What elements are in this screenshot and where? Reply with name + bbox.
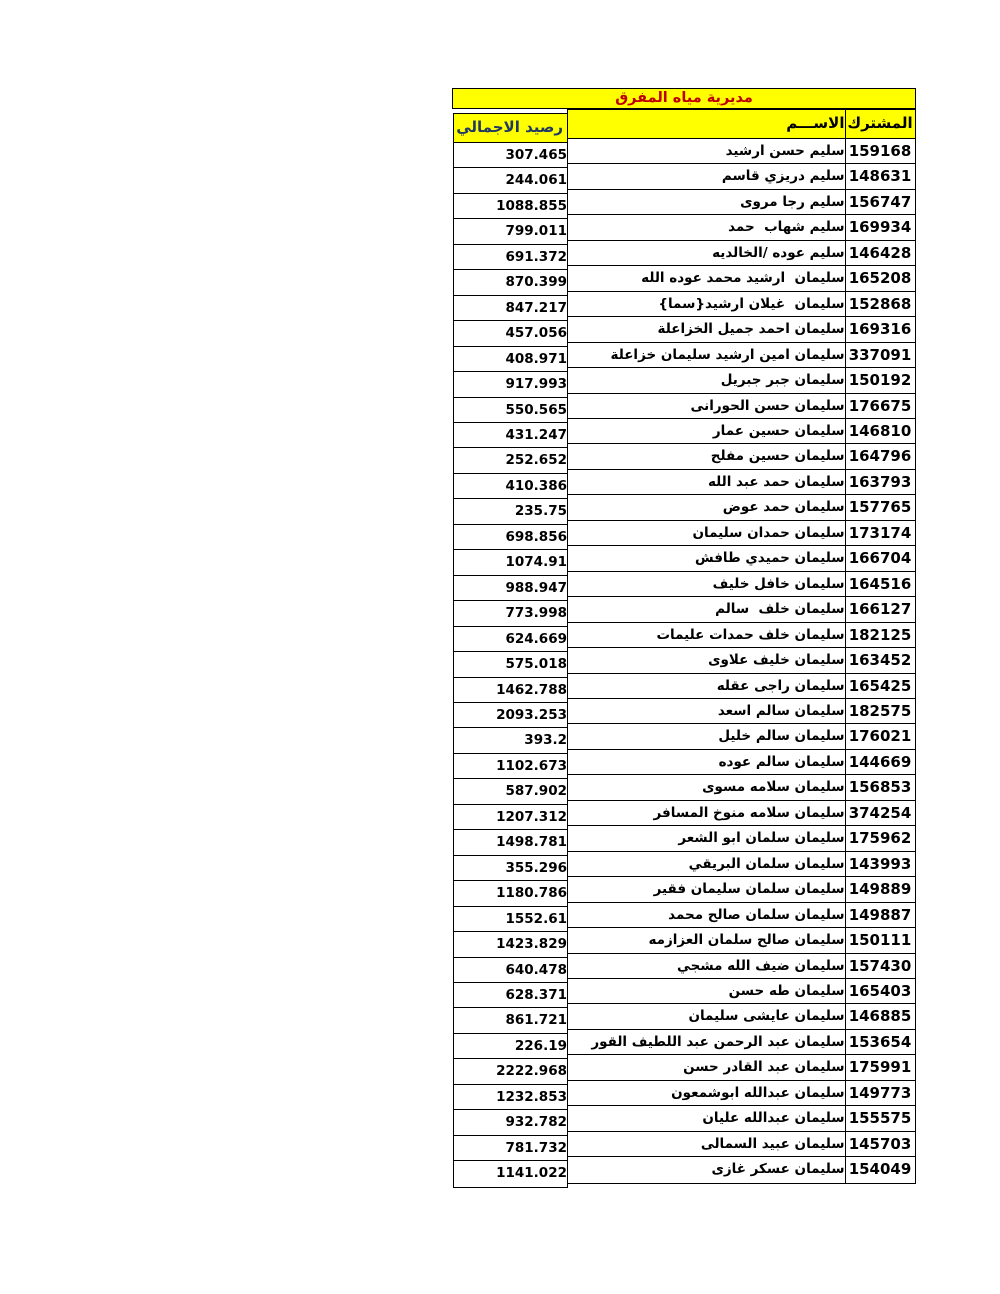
name-cell: سليمان عبدالله ابوشمعون: [568, 1081, 845, 1106]
subscriber-cell: 149887: [845, 903, 915, 928]
name-cell: سليمان عبيد السمالى: [568, 1132, 845, 1157]
table-title: مديرية مياه المفرق: [452, 88, 916, 109]
balance-cell: 932.782: [454, 1110, 567, 1135]
balance-cell: 861.721: [454, 1008, 567, 1033]
subscriber-column: [844, 109, 916, 1184]
name-cell: سليمان حمدان سليمان: [568, 521, 845, 546]
subscriber-cell: 182575: [845, 699, 915, 724]
subscriber-cell: 176021: [845, 724, 915, 749]
balance-cell: 628.371: [454, 983, 567, 1008]
name-cell: سليمان حسين عمار: [568, 419, 845, 444]
name-cell: سليم دريزي قاسم: [568, 164, 845, 189]
subscriber-cell: 182125: [845, 623, 915, 648]
subscriber-cell: 150111: [845, 928, 915, 953]
subscriber-cell: 173174: [845, 521, 915, 546]
name-cell: سليمان عبدالله عليان: [568, 1106, 845, 1131]
name-cell: سليمان خلف سالم: [568, 597, 845, 622]
balance-cell: 1207.312: [454, 805, 567, 830]
name-cell: سليمان سالم اسعد: [568, 699, 845, 724]
subscriber-cell: 169934: [845, 215, 915, 240]
name-cell: سليمان سالم عوده: [568, 750, 845, 775]
name-cell: سليمان حسن الحورانى: [568, 394, 845, 419]
subscriber-cell: 165403: [845, 979, 915, 1004]
subscriber-cell: 166704: [845, 546, 915, 571]
subscriber-cell: 146885: [845, 1004, 915, 1029]
subscriber-cell: 148631: [845, 164, 915, 189]
table-body: [452, 109, 916, 1188]
subscriber-cell: 155575: [845, 1106, 915, 1131]
balance-cell: 2093.253: [454, 703, 567, 728]
name-cell: سليمان سلامه مسوى: [568, 775, 845, 800]
name-cell: سليمان امين ارشيد سليمان خزاعلة: [568, 343, 845, 368]
subscriber-cell: 175991: [845, 1055, 915, 1080]
subscriber-cell: 165208: [845, 266, 915, 291]
name-cell: سليمان حسين مفلح: [568, 444, 845, 469]
balance-cell: 457.056: [454, 321, 567, 346]
subscriber-cell: 153654: [845, 1030, 915, 1055]
name-cell: سليمان سلمان صالح محمد: [568, 903, 845, 928]
name-cell: سليمان راجى عقله: [568, 674, 845, 699]
subscriber-cell: 157765: [845, 495, 915, 520]
balance-cell: 624.669: [454, 627, 567, 652]
subscriber-cell: 176675: [845, 394, 915, 419]
balance-cell: 1088.855: [454, 194, 567, 219]
name-cell: سليمان ارشيد محمد عوده الله: [568, 266, 845, 291]
balance-cell: 355.296: [454, 856, 567, 881]
subscriber-cell: 152868: [845, 292, 915, 317]
subscriber-cell: 146428: [845, 241, 915, 266]
name-cell: سليمان حمد عوض: [568, 495, 845, 520]
subscriber-cell: 165425: [845, 674, 915, 699]
balance-cell: 410.386: [454, 474, 567, 499]
subscriber-cell: 150192: [845, 368, 915, 393]
name-cell: سليمان عبد الرحمن عبد اللطيف القور: [568, 1030, 845, 1055]
name-cell: سليمان صالح سلمان العزازمه: [568, 928, 845, 953]
balance-cell: 2222.968: [454, 1059, 567, 1084]
name-cell: سليمان خافل خليف: [568, 572, 845, 597]
name-cell: سليمان سلمان سليمان فقير: [568, 877, 845, 902]
balance-cell: 917.993: [454, 372, 567, 397]
subscriber-cell: 157430: [845, 954, 915, 979]
balance-cell: 408.971: [454, 347, 567, 372]
name-cell: سليمان سلامه منوخ المسافر: [568, 801, 845, 826]
name-cell: سليمان عسكر غازى: [568, 1157, 845, 1182]
subscriber-cell: 374254: [845, 801, 915, 826]
name-cell: سليمان خلف حمدات عليمات: [568, 623, 845, 648]
balance-cell: 431.247: [454, 423, 567, 448]
subscriber-cell: 146810: [845, 419, 915, 444]
balance-cell: 550.565: [454, 398, 567, 423]
subscriber-cell: 156853: [845, 775, 915, 800]
name-cell: سليمان ضيف الله مشجي: [568, 954, 845, 979]
subscriber-cell: 166127: [845, 597, 915, 622]
name-cell: سليمان حميدي طافش: [568, 546, 845, 571]
name-cell: سليم شهاب حمد: [568, 215, 845, 240]
balance-cell: 1498.781: [454, 830, 567, 855]
balance-cell: 393.2: [454, 728, 567, 753]
balance-cell: 773.998: [454, 601, 567, 626]
subscriber-cell: 143993: [845, 852, 915, 877]
name-cell: سليمان غيلان ارشيد{سما}: [568, 292, 845, 317]
name-cell: سليمان سلمان البريقي: [568, 852, 845, 877]
subscriber-cell: 154049: [845, 1157, 915, 1182]
column-header-balance: رصيد الاجمالي: [454, 114, 567, 143]
name-cell: سليم حسن ارشيد: [568, 139, 845, 164]
subscriber-cell: 144669: [845, 750, 915, 775]
name-cell: سليمان عايشى سليمان: [568, 1004, 845, 1029]
balance-column: [453, 113, 568, 1188]
balance-cell: 640.478: [454, 958, 567, 983]
balance-cell: 252.652: [454, 448, 567, 473]
subscriber-cell: 175962: [845, 826, 915, 851]
name-cell: سليمان سلمان ابو الشعر: [568, 826, 845, 851]
balance-cell: 235.75: [454, 499, 567, 524]
subscriber-cell: 337091: [845, 343, 915, 368]
subscriber-cell: 145703: [845, 1132, 915, 1157]
balance-cell: 799.011: [454, 219, 567, 244]
balance-cell: 1180.786: [454, 881, 567, 906]
name-cell: سليم عوده /الخالديه: [568, 241, 845, 266]
balance-cell: 870.399: [454, 270, 567, 295]
column-header-name: الاســـم: [568, 110, 845, 139]
balance-cell: 1141.022: [454, 1161, 567, 1186]
balance-cell: 1102.673: [454, 754, 567, 779]
balance-cell: 988.947: [454, 576, 567, 601]
name-cell: سليمان حمد عبد الله: [568, 470, 845, 495]
subscriber-cell: 163452: [845, 648, 915, 673]
subscriber-cell: 149773: [845, 1081, 915, 1106]
name-cell: سليمان احمد جميل الخزاعلة: [568, 317, 845, 342]
subscriber-cell: 159168: [845, 139, 915, 164]
column-header-subscriber: المشترك: [845, 110, 915, 139]
balance-cell: 1423.829: [454, 932, 567, 957]
balance-cell: 575.018: [454, 652, 567, 677]
subscriber-balance-table: [452, 88, 916, 1188]
balance-cell: 244.061: [454, 168, 567, 193]
subscriber-cell: 156747: [845, 190, 915, 215]
balance-cell: 226.19: [454, 1034, 567, 1059]
balance-cell: 1074.91: [454, 550, 567, 575]
subscriber-cell: 163793: [845, 470, 915, 495]
name-cell: سليمان عبد القادر حسن: [568, 1055, 845, 1080]
balance-cell: 587.902: [454, 779, 567, 804]
name-cell: سليم رجا مروى: [568, 190, 845, 215]
balance-cell: 781.732: [454, 1136, 567, 1161]
balance-cell: 1552.61: [454, 907, 567, 932]
subscriber-cell: 164516: [845, 572, 915, 597]
name-cell: سليمان جبر جبريل: [568, 368, 845, 393]
subscriber-cell: 169316: [845, 317, 915, 342]
balance-cell: 307.465: [454, 143, 567, 168]
name-cell: سليمان سالم خليل: [568, 724, 845, 749]
balance-cell: 698.856: [454, 525, 567, 550]
balance-cell: 1232.853: [454, 1085, 567, 1110]
name-cell: سليمان طه حسن: [568, 979, 845, 1004]
name-cell: سليمان خليف علاوى: [568, 648, 845, 673]
subscriber-cell: 149889: [845, 877, 915, 902]
name-column: [567, 109, 846, 1184]
balance-cell: 1462.788: [454, 678, 567, 703]
balance-cell: 847.217: [454, 296, 567, 321]
balance-cell: 691.372: [454, 245, 567, 270]
subscriber-cell: 164796: [845, 444, 915, 469]
